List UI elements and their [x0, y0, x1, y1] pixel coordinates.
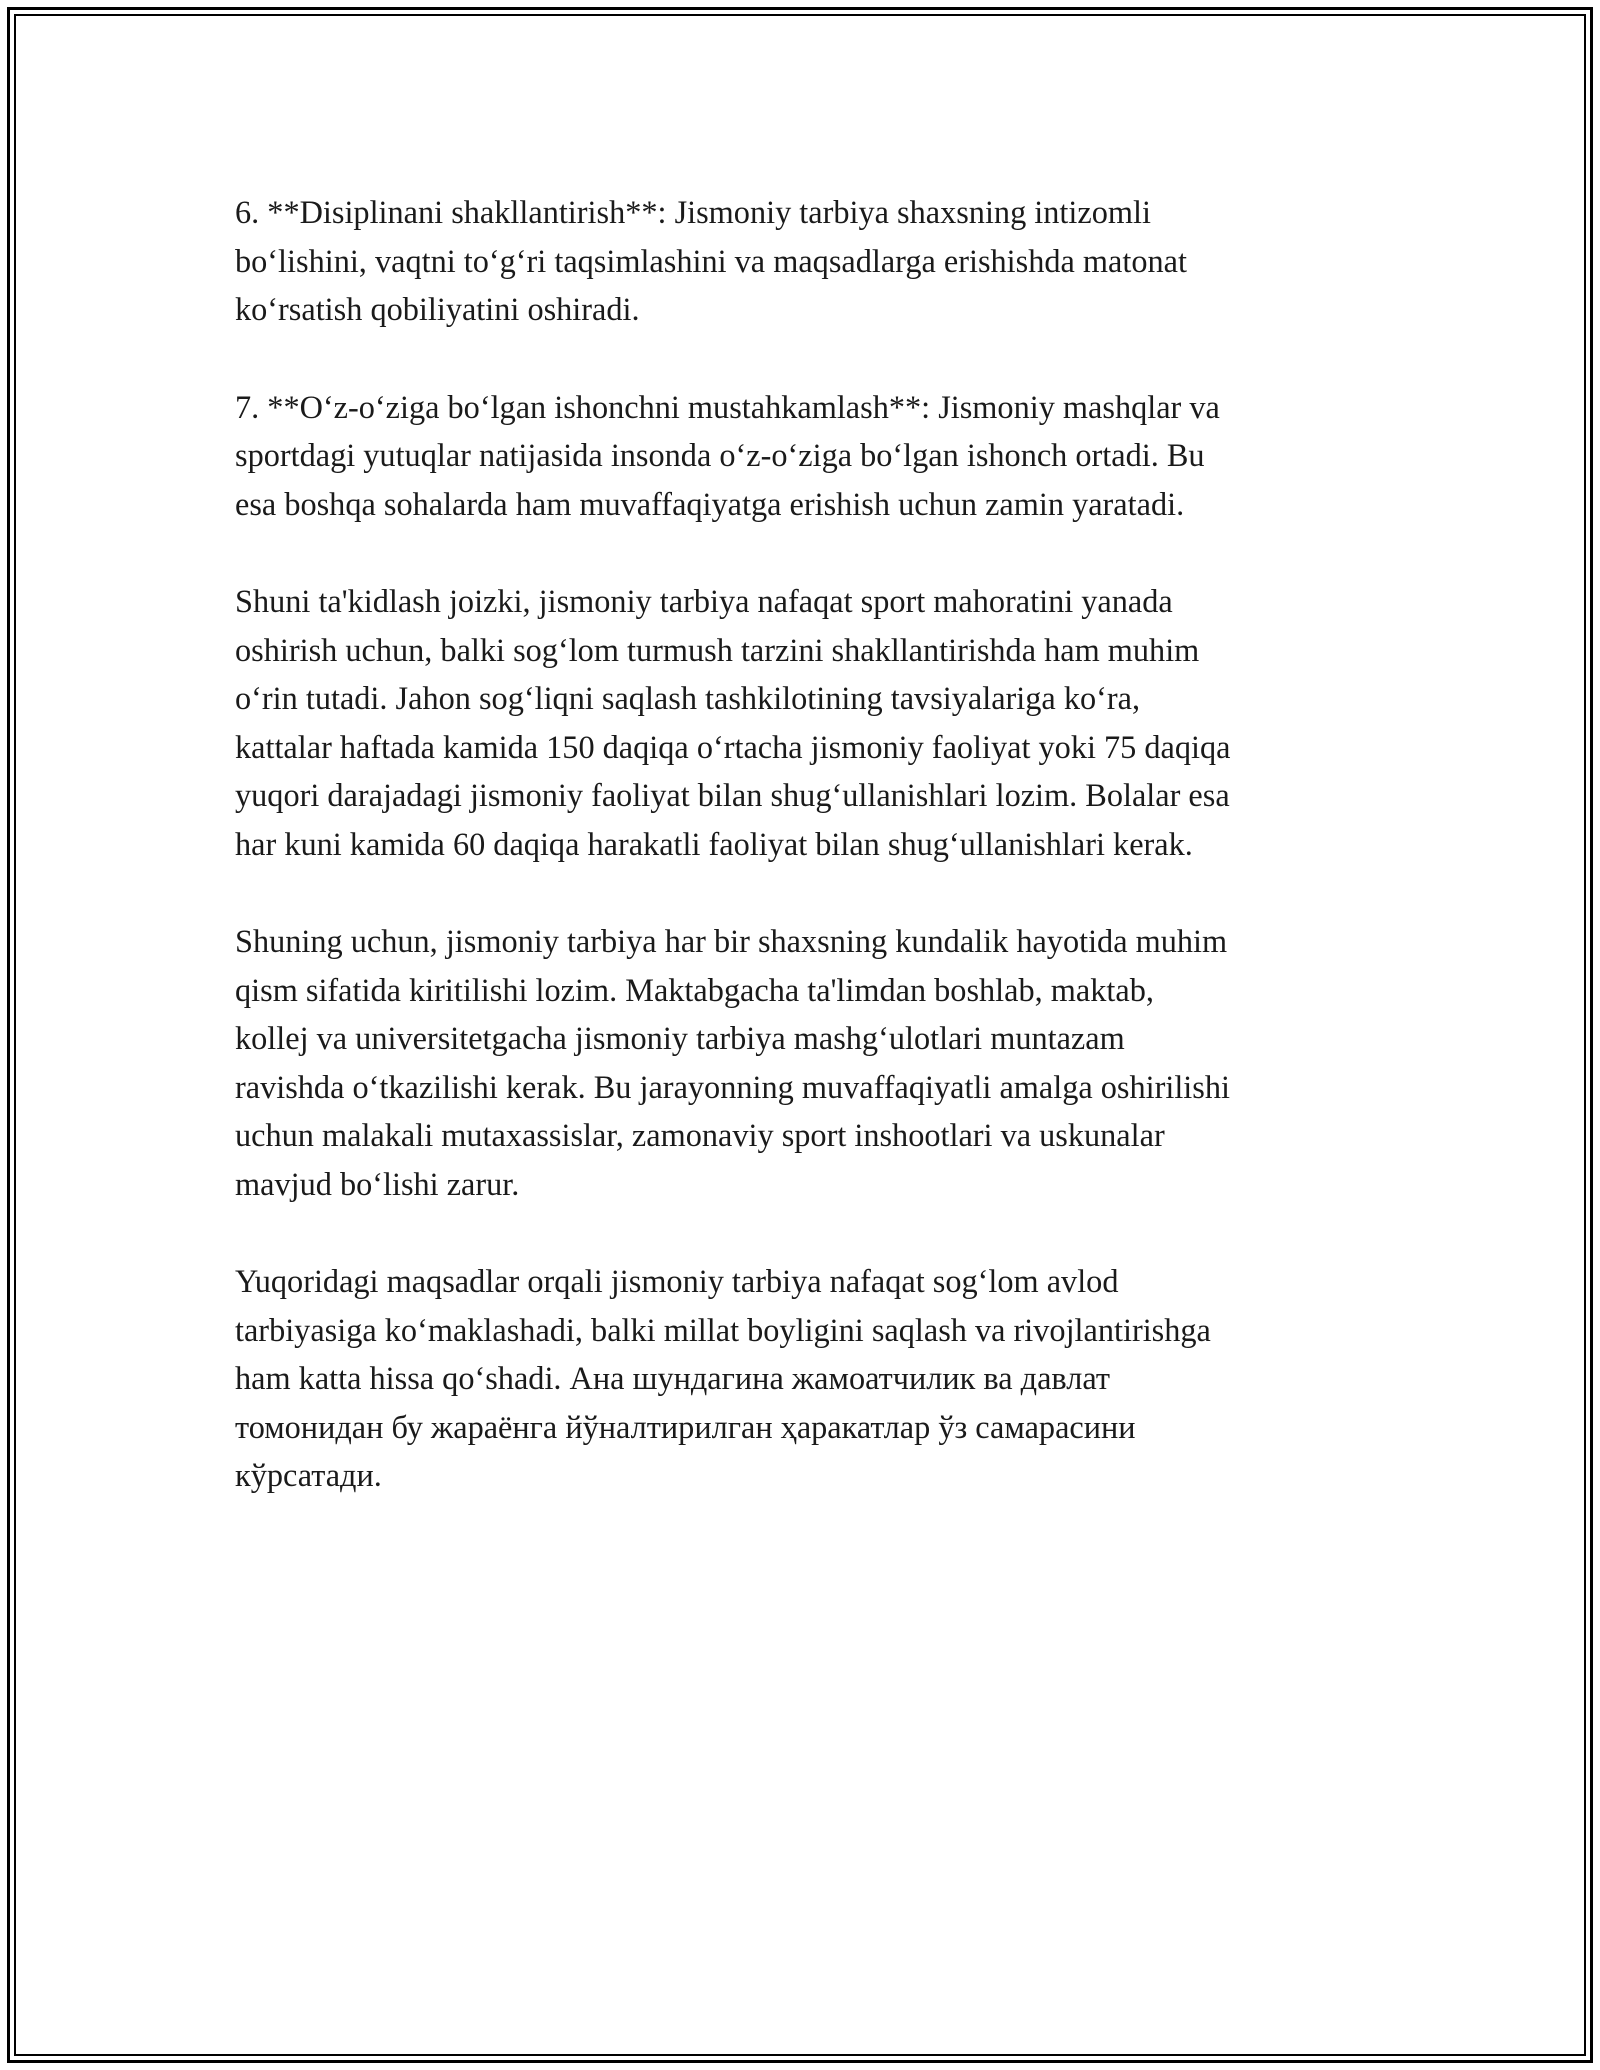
paragraph-item-7: 7. **Oʻz-oʻziga boʻlgan ishonchni mustahkamlash**: Jismoniy mashqlar va sportdagi yutuqlar natijasida insonda oʻz-oʻziga boʻlgan ishonch ortadi. Bu esa boshqa sohalarda ham muvaffaqiyatga erishish uchun zamin yaratadi. [235, 388, 1220, 522]
paragraph-education: Shuning uchun, jismoniy tarbiya har bir shaxsning kundalik hayotida muhim qism sifatida kiritilishi lozim. Maktabgacha ta'limdan boshlab, maktab, kollej va universitetgacha jismoniy tarbiya mashgʻulotlari muntazam ravishda oʻtkazilishi kerak. Bu jarayonning muvaffaqiyatli amalga oshirilishi uchun malakali mutaxassislar, zamonaviy sport inshootlari va uskunalar mavjud boʻlishi zarur. [235, 923, 1230, 1202]
paragraph-recommendations: Shuni ta'kidlash joizki, jismoniy tarbiya nafaqat sport mahoratini yanada oshirish uchun, balki sogʻlom turmush tarzini shakllantirishda ham muhim oʻrin tutadi. Jahon sogʻliqni saqlash tashkilotining tavsiyalariga koʻra, kattalar haftada kamida 150 daqiqa oʻrtacha jismoniy faoliyat yoki 75 daqiqa yuqori darajadagi jismoniy faoliyat bilan shugʻullanishlari lozim. Bolalar esa har kuni kamida 60 daqiqa harakatli faoliyat bilan shugʻullanishlari kerak. [235, 583, 1231, 862]
document-body [235, 188, 1385, 1549]
paragraph-item-6: 6. **Disiplinani shakllantirish**: Jismoniy tarbiya shaxsning intizomli boʻlishini, vaqtni toʻgʻri taqsimlashini va maqsadlarga erishishda matonat koʻrsatish qobiliyatini oshiradi. [235, 194, 1187, 327]
paragraph-conclusion: Yuqoridagi maqsadlar orqali jismoniy tarbiya nafaqat sogʻlom avlod tarbiyasiga koʻmaklashadi, balki millat boyligini saqlash va rivojlantirishga ham katta hissa qoʻshadi. Ана шундагина жамоатчилик ва давлат томонидан бу жараёнга йўналтирилган ҳаракатлар ўз самарасини кўрсатади. [235, 1263, 1211, 1493]
